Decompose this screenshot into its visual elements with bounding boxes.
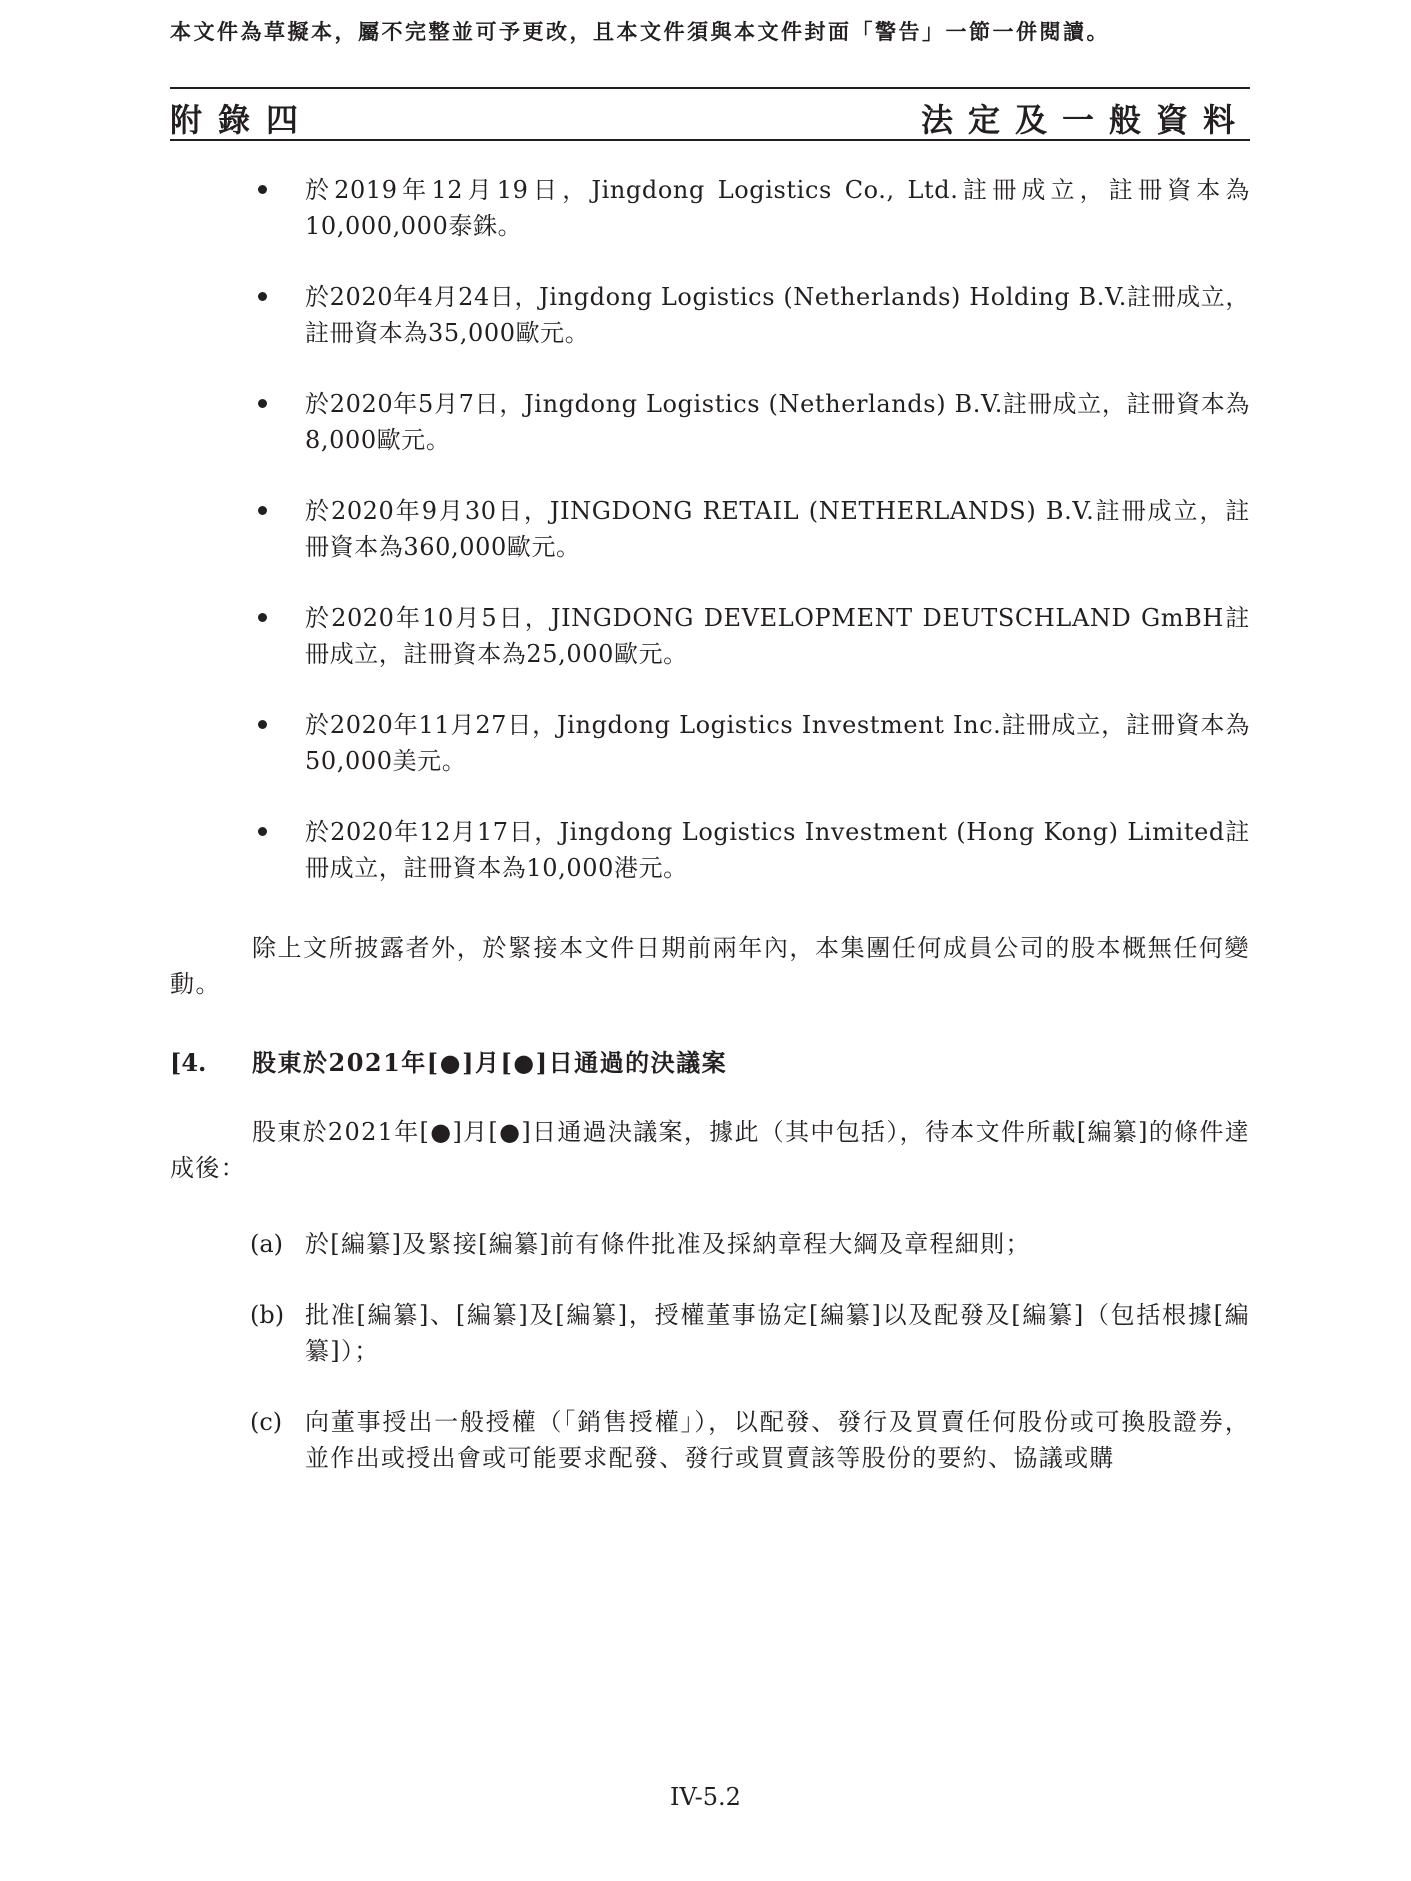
header-rule-top: [170, 87, 1250, 89]
list-item-text: 於2020年4月24日，Jingdong Logistics (Netherlands) Holding B.V.註冊成立，註冊資本為35,000歐元。: [305, 283, 1250, 347]
section-title: 法定及一般資料: [920, 101, 1250, 139]
list-item: [170, 814, 1250, 886]
bullet-icon: [258, 827, 267, 836]
item-text: 批准[編纂]、[編纂]及[編纂]，授權董事協定[編纂]以及配發及[編纂]（包括根據[編纂]）；: [305, 1301, 1250, 1365]
resolution-item: [170, 1404, 1250, 1476]
document-body: [170, 172, 1250, 1511]
list-item-text: 於2020年12月17日，Jingdong Logistics Investment (Hong Kong) Limited註冊成立，註冊資本為10,000港元。: [305, 818, 1250, 882]
bullet-icon: [258, 613, 267, 622]
resolution-item: [170, 1297, 1250, 1369]
list-item: [170, 386, 1250, 458]
list-item: [170, 493, 1250, 565]
draft-warning-banner: 本文件為草擬本，屬不完整並可予更改，且本文件須與本文件封面「警告」一節一併閱讀。: [170, 19, 1110, 44]
appendix-label: 附錄四: [170, 101, 315, 139]
resolution-items: [170, 1226, 1250, 1476]
closing-paragraph: 除上文所披露者外，於緊接本文件日期前兩年內，本集團任何成員公司的股本概無任何變動。: [170, 934, 1250, 998]
item-label: (a): [250, 1230, 284, 1258]
bullet-icon: [258, 185, 267, 194]
bullet-icon: [258, 292, 267, 301]
list-item-text: 於2020年9月30日，JINGDONG RETAIL (NETHERLANDS) B.V.註冊成立，註冊資本為360,000歐元。: [305, 497, 1250, 561]
list-item: [170, 707, 1250, 779]
subsidiary-list: [170, 172, 1250, 886]
list-item: [170, 172, 1250, 244]
list-item: [170, 600, 1250, 672]
page-number: IV-5.2: [670, 1783, 741, 1811]
section-heading: [170, 1045, 1250, 1081]
section-number: [4.: [170, 1048, 207, 1077]
header-rule-bottom: [170, 139, 1250, 141]
resolution-intro: 股東於2021年[●]月[●]日通過決議案，據此（其中包括），待本文件所載[編纂]的條件達成後：: [170, 1118, 1250, 1182]
list-item-text: 於2020年10月5日，JINGDONG DEVELOPMENT DEUTSCHLAND GmBH註冊成立，註冊資本為25,000歐元。: [305, 604, 1250, 668]
section-heading-title: 股東於2021年[●]月[●]日通過的決議案: [252, 1048, 728, 1077]
list-item-text: 於2019年12月19日，Jingdong Logistics Co., Ltd.註冊成立，註冊資本為10,000,000泰銖。: [305, 176, 1250, 240]
item-text: 於[編纂]及緊接[編纂]前有條件批准及採納章程大綱及章程細則；: [305, 1230, 1031, 1258]
item-label: (b): [250, 1301, 285, 1329]
list-item-text: 於2020年5月7日，Jingdong Logistics (Netherlands) B.V.註冊成立，註冊資本為8,000歐元。: [305, 390, 1250, 454]
bullet-icon: [258, 399, 267, 408]
list-item-text: 於2020年11月27日，Jingdong Logistics Investment Inc.註冊成立，註冊資本為50,000美元。: [305, 711, 1250, 775]
item-label: (c): [250, 1408, 283, 1436]
bullet-icon: [258, 720, 267, 729]
list-item: [170, 279, 1250, 351]
resolution-item: [170, 1226, 1250, 1262]
bullet-icon: [258, 506, 267, 515]
item-text: 向董事授出一般授權（「銷售授權」），以配發、發行及買賣任何股份或可換股證券，並作出或授出會或可能要求配發、發行或買賣該等股份的要約、協議或購: [305, 1408, 1250, 1472]
